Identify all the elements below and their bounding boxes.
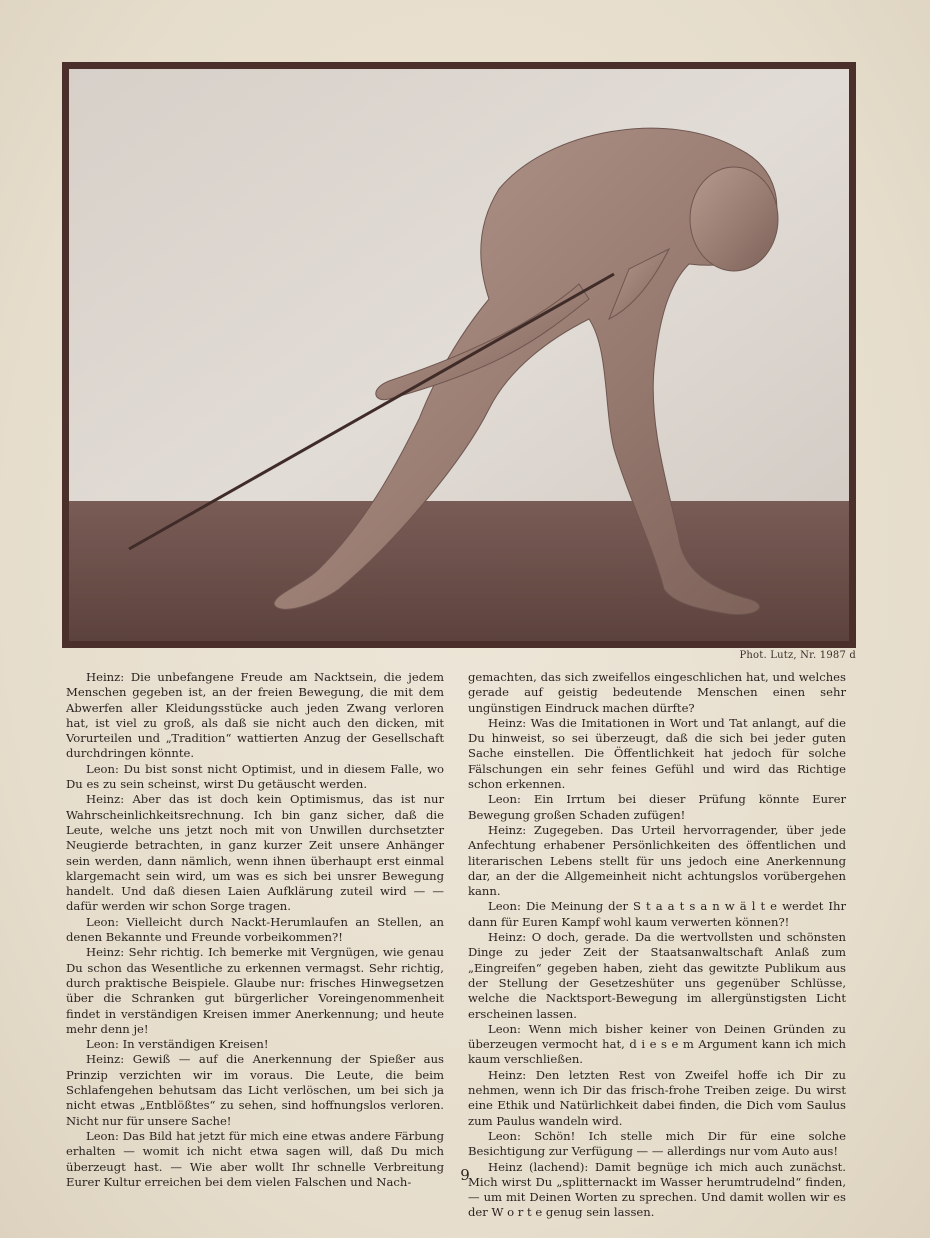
paragraph: Leon: Du bist sonst nicht Optimist, und in diesem Falle, wo Du es zu sein scheinst, wirst Du getäuscht werden.	[66, 761, 444, 792]
paragraph: Heinz: Was die Imitationen in Wort und Tat anlangt, auf die Du hinweist, so sei überzeugt, daß die sich bei jeder guten Sache einstellen. Die Öffentlichkeit hat jedoch für solche Fälschungen ein sehr feines Gefühl und wird das Richtige schon erkennen.	[468, 715, 846, 792]
paragraph: Heinz: Zugegeben. Das Urteil hervorragender, über jede Anfechtung erhabener Persönlichkeiten des öffentlichen und literarischen Lebens stellt für uns jedoch eine Anerkennung dar, an der die Allgemeinheit nicht achtungslos vorübergehen kann.	[468, 822, 846, 899]
paragraph: gemachten, das sich zweifellos eingeschlichen hat, und welches gerade auf geistig bedeutende Menschen einen sehr ungünstigen Eindruck machen dürfte?	[468, 670, 846, 715]
text-column-right	[468, 670, 846, 1221]
paragraph: Leon: Die Meinung der S t a a t s a n w ä l t e werdet Ihr dann für Euren Kampf wohl kaum verwerten können?!	[468, 899, 846, 929]
paragraph: Heinz (lachend): Damit begnüge ich mich auch zunächst. Mich wirst Du „splitternackt im Wasser herumtrudelnd“ finden, — um mit Deinen Worten zu sprechen. Und damit wollen wir es der W o r t e genug sein lassen.	[468, 1159, 846, 1220]
paragraph: Leon: In verständigen Kreisen!	[86, 1037, 269, 1052]
paragraph: Heinz: Den letzten Rest von Zweifel hoffe ich Dir zu nehmen, wenn ich Dir das frisch-frohe Treiben zeige. Du wirst eine Ethik und Natürlichkeit dabei finden, die Dich vom Saulus zum Paulus wandeln wird.	[468, 1067, 846, 1128]
paragraph: Leon: Ein Irrtum bei dieser Prüfung könnte Eurer Bewegung großen Schaden zufügen!	[468, 792, 846, 822]
paragraph: Heinz: Aber das ist doch kein Optimismus, das ist nur Wahrscheinlichkeitsrechnung. Ich bin ganz sicher, daß die Leute, welche uns jetzt noch mit von Unwillen durchsetzter Neugierde betrachten, in ganz kurzer Zeit unsere Anhänger sein werden, dann nämlich, wenn ihnen überhaupt erst einmal klargemacht sein wird, um was es sich bei unsrer Bewegung handelt. Und daß diesen Laien Aufklärung zuteil wird — — dafür werden wir schon Sorge tragen.	[66, 792, 444, 914]
photograph	[69, 69, 849, 641]
text-column-left	[66, 670, 444, 1190]
page-number: 9	[460, 1166, 470, 1184]
paragraph: Heinz: Die unbefangene Freude am Nacktsein, die jedem Menschen gegeben ist, an der freien Bewegung, die mit dem Abwerfen aller Kleidungsstücke auch jeden Zwang verloren hat, ist viel zu groß, als daß sie nicht auch den dicken, mit Vorurteilen und „Tradition“ wattierten Anzug der Gesellschaft durchdringen könnte.	[66, 670, 444, 761]
paragraph: Leon: Vielleicht durch Nackt-Herumlaufen an Stellen, an denen Bekannte und Freunde vorbeikommen?!	[66, 914, 444, 945]
paragraph: Heinz: Gewiß — auf die Anerkennung der Spießer aus Prinzip verzichten wir im voraus. Die Leute, die beim Schlafengehen behutsam das Licht verlöschen, um bei sich ja nicht etwas „Entblößtes“ zu sehen, sind hoffnungslos verloren. Nicht nur für unsere Sache!	[66, 1052, 444, 1128]
photo-credit: Phot. Lutz, Nr. 1987 d	[739, 650, 856, 661]
photo-frame	[62, 62, 856, 648]
paragraph: Leon: Das Bild hat jetzt für mich eine etwas andere Färbung erhalten — womit ich nicht etwa sagen will, daß Du mich überzeugt hast. — Wie aber wollt Ihr schnelle Verbreitung Eurer Kultur erreichen bei dem vielen Falschen und Nach-	[66, 1128, 444, 1189]
paragraph: Leon: Schön! Ich stelle mich Dir für eine solche Besichtigung zur Verfügung — — allerdings nur vom Auto aus!	[468, 1128, 846, 1159]
paragraph: Heinz: Sehr richtig. Ich bemerke mit Vergnügen, wie genau Du schon das Wesentliche zu erkennen vermagst. Sehr richtig, durch praktische Beispiele. Glaube nur: frisches Hinwegsetzen über die Schranken gut bürgerlicher Voreingenommenheit findet in verständigen Kreisen immer Anerkennung; und heute mehr denn je!	[66, 945, 444, 1036]
paragraph: Heinz: O doch, gerade. Da die wertvollsten und schönsten Dinge zu jeder Zeit der Staatsanwaltschaft Anlaß zum „Eingreifen“ gegeben haben, zieht das gewitzte Publikum aus der Stellung der Gesetzeshüter uns gegenüber Schlüsse, welche die Nacktsport-Bewegung im allergünstigsten Licht erscheinen lassen.	[468, 930, 846, 1021]
paragraph: Leon: Wenn mich bisher keiner von Deinen Gründen zu überzeugen vermocht hat, d i e s e m Argument kann ich mich kaum verschließen.	[468, 1021, 846, 1067]
